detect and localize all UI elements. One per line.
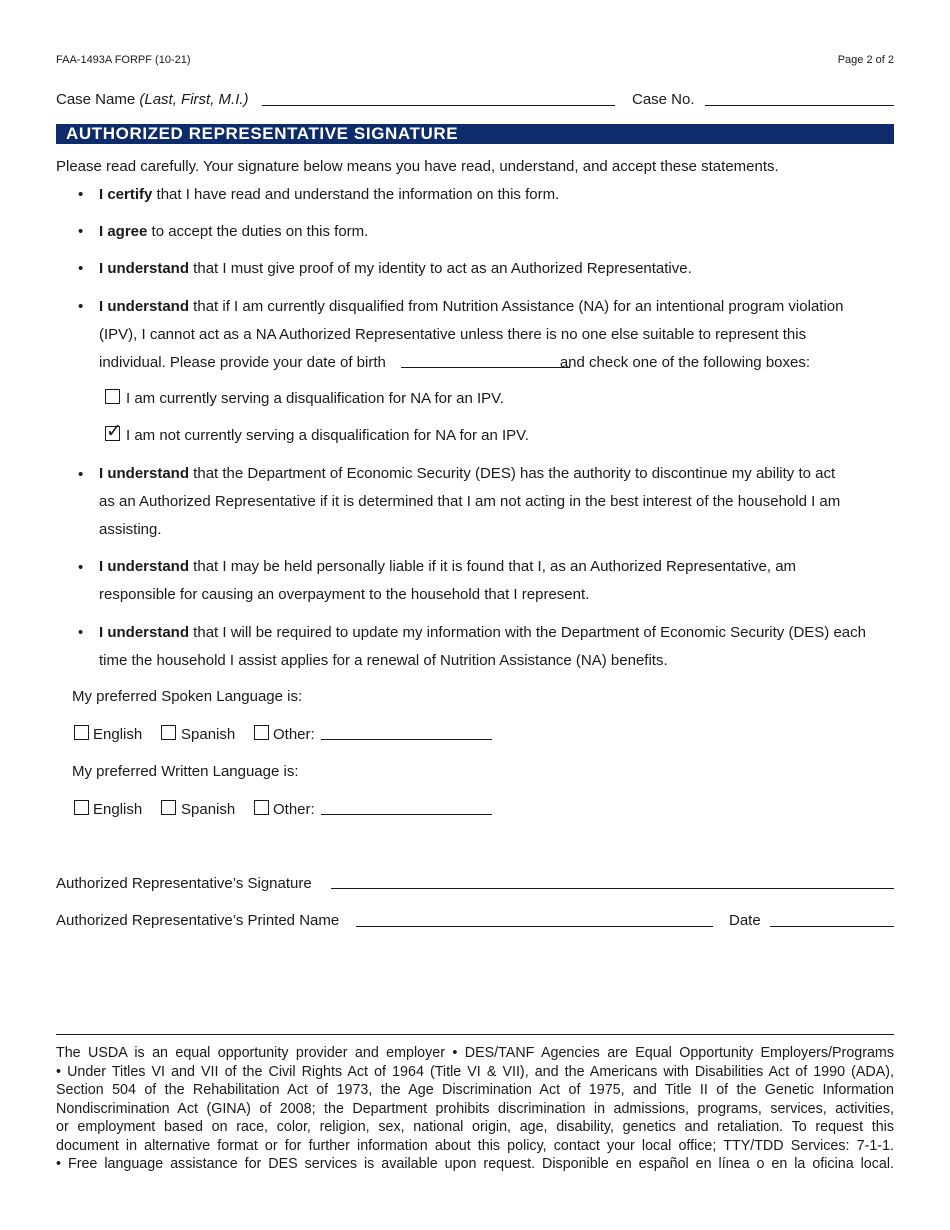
nondiscrimination-notice — [56, 1044, 894, 1174]
case-name-field[interactable] — [262, 105, 615, 106]
notice-line: or employment based on race, color, religion, sex, national origin, age, disability, genetics and retaliation. To request this — [56, 1119, 894, 1135]
printed-name-label: Authorized Representative’s Printed Name — [56, 912, 340, 929]
spoken-spanish-checkbox[interactable] — [161, 725, 176, 740]
footer-divider — [56, 1034, 894, 1035]
statement-proof-identity: I understand that I must give proof of my identity to act as an Authorized Representative. — [99, 260, 692, 277]
case-number-label: Case No. — [632, 91, 695, 108]
date-of-birth-field[interactable] — [401, 367, 570, 368]
spoken-other-checkbox[interactable] — [254, 725, 269, 740]
written-other-field[interactable] — [321, 814, 492, 815]
notice-line: document in alternative format or for further information about this policy, contact your local office; TTY/TDD Services: 7-1-1. — [56, 1137, 894, 1154]
written-spanish-label: Spanish — [181, 801, 236, 818]
page-number: Page 2 of 2 — [837, 54, 894, 66]
written-english-checkbox[interactable] — [74, 800, 89, 815]
statement-des-authority: I understand that the Department of Economic Security (DES) has the authority to discontinue my ability to act as an Authorized Representative if it is determined that I am not acting in the best interest of the household I am assisting. — [99, 465, 841, 538]
date-label: Date — [729, 912, 761, 929]
statement-agree: I agree to accept the duties on this form. — [99, 223, 369, 240]
notice-line: The USDA is an equal opportunity provider and employer • DES/TANF Agencies are Equal Opportunity Employers/Programs — [56, 1045, 894, 1061]
ipv-not-serving-label: I am not currently serving a disqualification for NA for an IPV. — [126, 427, 529, 444]
bullet: • — [78, 186, 84, 203]
statement-renewal-update: I understand that I will be required to update my information with the Department of Economic Security (DES) each time the household I assist applies for a renewal of Nutrition Assistance (NA) benefits. — [99, 624, 866, 669]
signature-field[interactable] — [331, 888, 894, 889]
bullet: • — [78, 559, 84, 576]
statement-liability: I understand that I may be held personally liable if it is found that I, as an Authorized Representative, am responsible for causing an overpayment to the household that I represent. — [99, 558, 797, 603]
section-banner — [56, 124, 894, 144]
case-name-label: Case Name (Last, First, M.I.) — [56, 91, 249, 108]
spoken-other-label: Other: — [273, 726, 315, 743]
notice-line: Nondiscrimination Act (GINA) of 2008; the Department prohibits discrimination in admissions, programs, services, activities, — [56, 1100, 894, 1117]
bullet: • — [78, 624, 84, 641]
notice-line: Section 504 of the Rehabilitation Act of 1973, the Age Discrimination Act of 1975, and Title II of the Genetic Information — [56, 1082, 894, 1098]
written-other-label: Other: — [273, 801, 315, 818]
written-english-label: English — [93, 801, 143, 818]
ipv-currently-serving-checkbox[interactable] — [105, 389, 120, 404]
spoken-other-field[interactable] — [321, 739, 492, 740]
case-number-field[interactable] — [705, 105, 894, 106]
signature-label: Authorized Representative’s Signature — [56, 875, 312, 892]
check-icon: ✓ — [106, 421, 122, 442]
written-spanish-checkbox[interactable] — [161, 800, 176, 815]
statement-certify: I certify that I have read and understand the information on this form. — [99, 186, 560, 203]
printed-name-field[interactable] — [356, 926, 713, 927]
section-title: AUTHORIZED REPRESENTATIVE SIGNATURE — [66, 124, 459, 143]
ipv-currently-serving-label: I am currently serving a disqualification for NA for an IPV. — [126, 390, 504, 407]
spoken-english-label: English — [93, 726, 143, 743]
bullet: • — [78, 466, 84, 483]
bullet: • — [78, 298, 84, 315]
written-other-checkbox[interactable] — [254, 800, 269, 815]
spoken-language-label: My preferred Spoken Language is: — [72, 688, 303, 705]
notice-line: • Under Titles VI and VII of the Civil Rights Act of 1964 (Title VI & VII), and the Americans with Disabilities Act of 1990 (ADA), — [56, 1063, 894, 1080]
form-id: FAA-1493A FORPF (10-21) — [56, 54, 191, 66]
notice-line: • Free language assistance for DES services is available upon request. Disponible en español en línea o en la oficina local. — [56, 1156, 894, 1172]
date-field[interactable] — [770, 926, 894, 927]
statement-ipv: I understand that if I am currently disqualified from Nutrition Assistance (NA) for an intentional program violation (IPV), I cannot act as a NA Authorized Representative unless there is no one else suitable to represent this individual. Please provide your date of birth and check one of the following boxes: — [99, 298, 844, 371]
written-language-label: My preferred Written Language is: — [72, 763, 299, 780]
spoken-english-checkbox[interactable] — [74, 725, 89, 740]
bullet: • — [78, 223, 84, 240]
intro-text: Please read carefully. Your signature below means you have read, understand, and accept these statements. — [56, 158, 779, 175]
bullet: • — [78, 260, 84, 277]
spoken-spanish-label: Spanish — [181, 726, 236, 743]
